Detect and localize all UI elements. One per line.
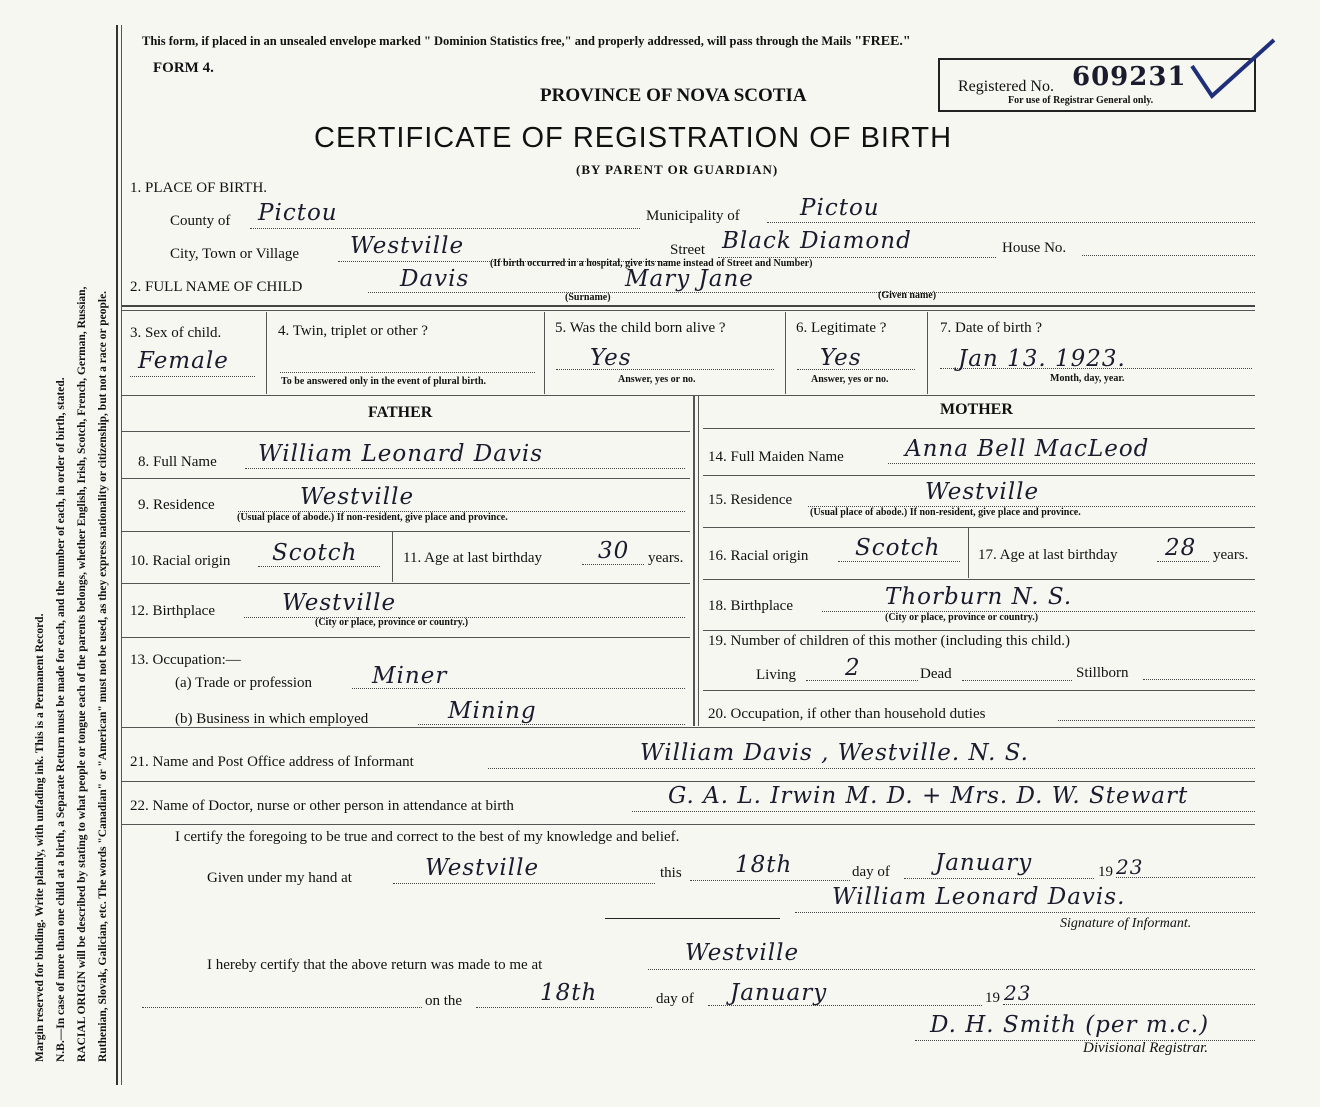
father-occupation-label: 13. Occupation:— bbox=[130, 652, 241, 668]
rule-row3-div3 bbox=[785, 312, 786, 394]
date-of-birth-note: Month, day, year. bbox=[1050, 373, 1125, 384]
father-birthplace-value: Westville bbox=[282, 590, 397, 616]
given-year-prefix: 19 bbox=[1098, 864, 1113, 880]
father-business-label: (b) Business in which employed bbox=[175, 711, 369, 727]
father-race-value: Scotch bbox=[272, 540, 358, 566]
informant-value: William Davis , Westville. N. S. bbox=[640, 740, 1029, 766]
stillborn-line bbox=[1143, 679, 1255, 680]
given-under-label: Given under my hand at bbox=[207, 870, 352, 886]
registered-label: Registered No. bbox=[958, 78, 1054, 95]
dead-label: Dead bbox=[920, 666, 952, 682]
check-mark-icon bbox=[1190, 38, 1280, 108]
stillborn-label: Stillborn bbox=[1076, 665, 1129, 681]
registrar-date-lead-line bbox=[142, 1007, 422, 1008]
father-name-value: William Leonard Davis bbox=[258, 441, 544, 467]
rule-m2 bbox=[703, 527, 1255, 528]
father-race-line bbox=[258, 566, 380, 567]
father-residence-note: (Usual place of abode.) If non-resident, give place and province. bbox=[237, 512, 508, 523]
father-residence-label: 9. Residence bbox=[138, 497, 215, 513]
child-given-name: Mary Jane bbox=[625, 266, 754, 292]
father-age-line bbox=[582, 564, 644, 565]
father-years-label: years. bbox=[648, 550, 684, 566]
county-value: Pictou bbox=[258, 200, 338, 226]
attendant-line bbox=[632, 811, 1255, 812]
certify-statement: I certify the foregoing to be true and correct to the best of my knowledge and belief. bbox=[175, 829, 680, 845]
registrar-year-value: 23 bbox=[1004, 981, 1032, 1005]
mother-race-line bbox=[838, 561, 960, 562]
mother-birthplace-note: (City or place, province or country.) bbox=[885, 612, 1039, 623]
rule-row3-div1 bbox=[266, 312, 267, 394]
surname-caption: (Surname) bbox=[565, 292, 611, 303]
legitimate-note: Answer, yes or no. bbox=[811, 374, 889, 385]
rule-parent-divider-2 bbox=[698, 396, 699, 726]
father-business-value: Mining bbox=[448, 698, 537, 724]
legitimate-value: Yes bbox=[820, 345, 862, 371]
rule-row3-top2 bbox=[122, 310, 1255, 311]
municipality-value: Pictou bbox=[800, 195, 880, 221]
informant-line bbox=[488, 768, 1255, 769]
mother-children-label: 19. Number of children of this mother (including this child.) bbox=[708, 633, 1071, 649]
child-name-line bbox=[368, 292, 1255, 293]
father-business-line bbox=[418, 724, 685, 725]
mother-birthplace-label: 18. Birthplace bbox=[708, 598, 793, 614]
mother-years-label: years. bbox=[1213, 547, 1249, 563]
rule-m5 bbox=[703, 690, 1255, 691]
born-alive-value: Yes bbox=[590, 345, 632, 371]
given-dayof-label: day of bbox=[852, 864, 890, 880]
child-surname: Davis bbox=[400, 266, 470, 292]
house-number-line bbox=[1082, 255, 1255, 256]
informant-signature-caption: Signature of Informant. bbox=[1060, 916, 1192, 931]
registrar-on-label: on the bbox=[425, 993, 463, 1009]
street-label: Street bbox=[670, 242, 705, 258]
living-value: 2 bbox=[845, 655, 861, 681]
this-label: this bbox=[660, 865, 682, 881]
registrar-place-value: Westville bbox=[685, 940, 800, 966]
father-heading: FATHER bbox=[368, 404, 433, 421]
rule-row3-div2 bbox=[544, 312, 545, 394]
mother-name-line bbox=[888, 463, 1255, 464]
mother-name-value: Anna Bell MacLeod bbox=[905, 436, 1150, 462]
mother-residence-label: 15. Residence bbox=[708, 492, 793, 508]
rule-f-race-age bbox=[392, 532, 393, 582]
rule-m4 bbox=[703, 630, 1255, 631]
rule-m-race-age bbox=[968, 528, 969, 578]
mother-occupation-label: 20. Occupation, if other than household duties bbox=[708, 706, 986, 722]
registered-number: 609231 bbox=[1072, 62, 1187, 92]
province-heading: PROVINCE OF NOVA SCOTIA bbox=[540, 85, 807, 106]
municipality-label: Municipality of bbox=[646, 208, 740, 224]
margin-note-racial-origin-2: Ruthenian, Slovak, Galician, etc. The words "Canadian" or "American" must not be used, as they express nationality or citizenship, but not a race or people. bbox=[97, 290, 109, 1062]
rule-parents-bottom bbox=[122, 727, 1255, 728]
street-value: Black Diamond bbox=[722, 228, 912, 254]
mother-name-label: 14. Full Maiden Name bbox=[708, 449, 844, 465]
informant-signature-line bbox=[795, 912, 1255, 913]
municipality-line bbox=[767, 222, 1255, 223]
given-month-line bbox=[904, 878, 1094, 879]
father-trade-label: (a) Trade or profession bbox=[175, 675, 313, 691]
father-residence-value: Westville bbox=[300, 484, 415, 510]
registrar-caption: Divisional Registrar. bbox=[1083, 1040, 1209, 1056]
born-alive-note: Answer, yes or no. bbox=[618, 374, 696, 385]
rule-f2 bbox=[122, 531, 690, 532]
registrar-year-line bbox=[1003, 1004, 1255, 1005]
mail-note: This form, if placed in an unsealed envelope marked " Dominion Statistics free," and properly addressed, will pass through the Mails "FREE." bbox=[142, 34, 911, 49]
given-name-caption: (Given name) bbox=[878, 290, 937, 301]
mother-residence-value: Westville bbox=[925, 479, 1040, 505]
sex-label: 3. Sex of child. bbox=[130, 325, 222, 341]
given-year-line bbox=[1116, 877, 1255, 878]
registrar-only-note: For use of Registrar General only. bbox=[1008, 95, 1154, 106]
rule-22 bbox=[122, 824, 1255, 825]
registrar-day-value: 18th bbox=[540, 980, 598, 1006]
rule-parent-divider bbox=[693, 396, 695, 726]
mother-race-label: 16. Racial origin bbox=[708, 548, 809, 564]
rule-f1 bbox=[122, 478, 690, 479]
given-day-line bbox=[690, 880, 850, 881]
date-of-birth-label: 7. Date of birth ? bbox=[940, 320, 1043, 336]
born-alive-line bbox=[556, 369, 774, 370]
mother-race-value: Scotch bbox=[855, 535, 941, 561]
blank-signature-rule bbox=[605, 918, 780, 919]
rule-m3 bbox=[703, 579, 1255, 580]
certificate-subtitle: (BY PARENT OR GUARDIAN) bbox=[576, 162, 779, 177]
father-name-label: 8. Full Name bbox=[138, 454, 217, 470]
margin-note-multiple-births: N.B.—In case of more than one child at a birth, a Separate Return must be made for each, and the number of each, in order of birth, stated. bbox=[55, 377, 67, 1062]
father-age-value: 30 bbox=[598, 538, 630, 564]
certificate-title: CERTIFICATE OF REGISTRATION OF BIRTH bbox=[314, 122, 953, 154]
registrar-day-line bbox=[476, 1007, 652, 1008]
living-line bbox=[806, 680, 918, 681]
registrar-year-prefix: 19 bbox=[985, 990, 1000, 1006]
father-race-label: 10. Racial origin bbox=[130, 553, 231, 569]
father-name-line bbox=[245, 468, 685, 469]
child-name-label: 2. FULL NAME OF CHILD bbox=[130, 279, 303, 295]
mother-age-line bbox=[1157, 561, 1209, 562]
hospital-note: (If birth occurred in a hospital, give its name instead of Street and Number) bbox=[490, 258, 813, 269]
registrar-place-line bbox=[648, 969, 1255, 970]
house-number-label: House No. bbox=[1002, 240, 1067, 256]
mother-age-value: 28 bbox=[1165, 535, 1197, 561]
informant-label: 21. Name and Post Office address of Informant bbox=[130, 754, 414, 770]
twin-note: To be answered only in the event of plural birth. bbox=[281, 376, 487, 387]
given-place-value: Westville bbox=[425, 855, 540, 881]
margin-rule-inner bbox=[121, 25, 122, 1085]
margin-note-racial-origin: RACIAL ORIGIN will be described by stating to what people or tongue each of the parents belongs, whether English, Irish, Scotch, French, German, Russian, bbox=[76, 286, 88, 1062]
mother-residence-note: (Usual place of abode.) If non-resident, give place and province. bbox=[810, 507, 1081, 518]
county-line bbox=[250, 228, 640, 229]
registrar-dayof-label: day of bbox=[656, 991, 694, 1007]
attendant-label: 22. Name of Doctor, nurse or other person in attendance at birth bbox=[130, 798, 514, 814]
registrar-month-value: January bbox=[730, 980, 828, 1006]
rule-heading-right bbox=[703, 428, 1255, 429]
legitimate-label: 6. Legitimate ? bbox=[796, 320, 887, 336]
rule-m1 bbox=[703, 475, 1255, 476]
city-value: Westville bbox=[350, 233, 465, 259]
twin-label: 4. Twin, triplet or other ? bbox=[278, 323, 428, 339]
mother-birthplace-value: Thorburn N. S. bbox=[885, 584, 1073, 610]
date-of-birth-value: Jan 13. 1923. bbox=[958, 346, 1126, 372]
city-label: City, Town or Village bbox=[170, 246, 300, 262]
mother-occupation-line bbox=[1058, 720, 1255, 721]
margin-rule bbox=[116, 25, 118, 1085]
margin-note-binding: Margin reserved for binding. Write plainly, with unfading ink. This is a Permanent Record. bbox=[34, 613, 46, 1062]
registrar-statement: I hereby certify that the above return was made to me at bbox=[207, 957, 543, 973]
mother-age-label: 17. Age at last birthday bbox=[978, 547, 1118, 563]
rule-f3 bbox=[122, 583, 690, 584]
twin-line bbox=[280, 372, 535, 373]
given-month-value: January bbox=[935, 850, 1033, 876]
county-label: County of bbox=[170, 213, 231, 229]
given-day-value: 18th bbox=[735, 852, 793, 878]
father-birthplace-note: (City or place, province or country.) bbox=[315, 617, 469, 628]
rule-row3-top bbox=[122, 305, 1255, 307]
registrar-signature: D. H. Smith (per m.c.) bbox=[930, 1012, 1210, 1038]
form-number: FORM 4. bbox=[153, 60, 214, 76]
rule-heading-left bbox=[122, 431, 690, 432]
given-place-line bbox=[393, 883, 655, 884]
father-age-label: 11. Age at last birthday bbox=[403, 550, 542, 566]
living-label: Living bbox=[756, 667, 796, 683]
rule-row3-div4 bbox=[927, 312, 928, 394]
father-birthplace-label: 12. Birthplace bbox=[130, 603, 215, 619]
born-alive-label: 5. Was the child born alive ? bbox=[555, 320, 726, 336]
attendant-value: G. A. L. Irwin M. D. + Mrs. D. W. Stewart bbox=[668, 783, 1189, 809]
sex-value: Female bbox=[138, 348, 229, 374]
rule-f4 bbox=[122, 637, 690, 638]
informant-signature: William Leonard Davis. bbox=[832, 884, 1126, 910]
mother-heading: MOTHER bbox=[940, 401, 1013, 418]
rule-21 bbox=[122, 781, 1255, 782]
rule-row3-bottom bbox=[122, 395, 1255, 396]
father-trade-value: Miner bbox=[372, 663, 448, 689]
dead-line bbox=[962, 680, 1072, 681]
sex-line bbox=[130, 376, 255, 377]
place-of-birth-label: 1. PLACE OF BIRTH. bbox=[130, 180, 268, 196]
given-year-value: 23 bbox=[1116, 855, 1144, 879]
